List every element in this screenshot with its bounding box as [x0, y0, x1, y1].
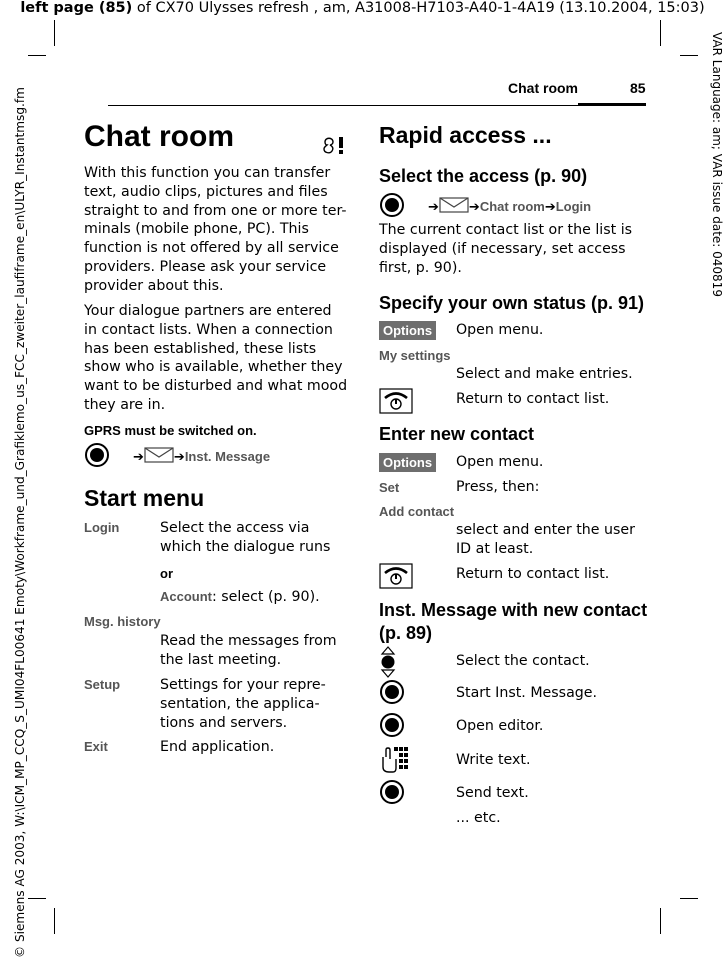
setup-description: Settings for your repre- sentation, the applica- tions and servers. [160, 677, 326, 731]
crop-mark [660, 908, 661, 934]
select-contact-text: Select the contact. [456, 653, 590, 669]
select-access-heading: Select the access (p. 90) [379, 166, 588, 186]
side-text-left: © Siemens AG 2003, W:\ICM_MP_CCQ_S_UMI04FL00641 Emoty\Workframe_und_Grafiklemo_us_FCC_zweiter_laufiframe_en\ULYR_Instantmsg.fm [13, 87, 27, 958]
end-key-icon [379, 563, 413, 589]
return-list-text-2: Return to contact list. [456, 566, 610, 582]
running-head-chapter: Chat room [508, 80, 578, 96]
label-login: Login [84, 520, 120, 535]
send-text: Send text. [456, 785, 529, 801]
write-text: Write text. [456, 752, 531, 768]
center-key-icon [379, 679, 405, 705]
open-menu-text: Open menu. [456, 322, 544, 338]
gprs-nav-path: ➔ ➔Inst. Message [133, 449, 271, 465]
return-list-text-1: Return to contact list. [456, 391, 610, 407]
enter-contact-heading: Enter new contact [379, 424, 535, 444]
crop-mark [54, 20, 55, 46]
center-key-icon [379, 192, 405, 218]
start-inst-text: Start Inst. Message. [456, 685, 598, 701]
crop-mark [28, 55, 46, 56]
keypad-hand-icon [379, 745, 409, 773]
options-softkey: Options [379, 321, 436, 340]
envelope-icon [144, 447, 174, 463]
page-number: 85 [630, 80, 646, 96]
intro-paragraph-2: Your dialogue partners are entered in contact lists. When a connection has been established, these lists show who is available, whether they want to be disturbed and what mood they are in. [84, 303, 348, 413]
center-key-icon [379, 779, 405, 805]
select-access-description: The current contact list or the list is displayed (if necessary, set access first, p. 90). [379, 222, 633, 276]
add-contact-description: select and enter the user ID at least. [456, 522, 635, 557]
center-key-icon [379, 712, 405, 738]
msg-history-description: Read the messages from the last meeting. [160, 633, 337, 668]
exit-description: End application. [160, 739, 275, 755]
login-description: Select the access via which the dialogue runs [160, 520, 331, 555]
press-then-text: Press, then: [456, 479, 540, 495]
page-title: Chat room [84, 120, 234, 153]
navigation-key-icon [379, 646, 397, 678]
open-menu-text: Open menu. [456, 454, 544, 470]
open-editor-text: Open editor. [456, 718, 544, 734]
side-text-right: VAR Language: am; VAR issue date: 040819 [710, 32, 724, 297]
header-rule-thick [578, 103, 646, 106]
crop-mark [680, 55, 698, 56]
label-setup: Setup [84, 677, 121, 692]
label-msg-history: Msg. history [84, 614, 161, 629]
header-rule [108, 105, 646, 106]
intro-paragraph-1: With this function you can transfer text, audio clips, pictures and files straight to and from one or more ter- minals (mobile phone, PC). This function is not offered by all service providers. Please ask your service provider about this. [84, 165, 347, 294]
rapid-access-heading: Rapid access ... [379, 122, 552, 148]
label-my-settings: My settings [379, 348, 451, 363]
center-key-icon [84, 442, 110, 468]
select-access-nav-path: ➔ ➔Chat room➔Login [428, 199, 592, 215]
header-rest: of CX70 Ulysses refresh , am, A31008-H7103-A40-1-4A19 (13.10.2004, 15:03) [132, 0, 705, 16]
document-header [0, 0, 725, 16]
label-add-contact: Add contact [379, 504, 455, 519]
label-set: Set [379, 480, 400, 495]
end-key-icon [379, 388, 413, 414]
etc-text: ... etc. [456, 810, 501, 826]
crop-mark [680, 898, 698, 899]
or-text: or [160, 566, 173, 581]
chat-room-icon [322, 134, 350, 156]
inst-new-contact-heading: Inst. Message with new contact (p. 89) [379, 600, 648, 643]
crop-mark [28, 898, 46, 899]
account-line: Account: select (p. 90). [160, 589, 320, 605]
start-menu-heading: Start menu [84, 485, 205, 511]
specify-status-heading: Specify your own status (p. 91) [379, 293, 645, 313]
envelope-icon [439, 197, 469, 213]
crop-mark [660, 20, 661, 46]
crop-mark [54, 908, 55, 934]
label-exit: Exit [84, 739, 108, 754]
header-bold: left page (85) [20, 0, 133, 16]
options-softkey: Options [379, 453, 436, 472]
select-entries-text: Select and make entries. [456, 366, 633, 382]
gprs-note: GPRS must be switched on. [84, 423, 257, 438]
